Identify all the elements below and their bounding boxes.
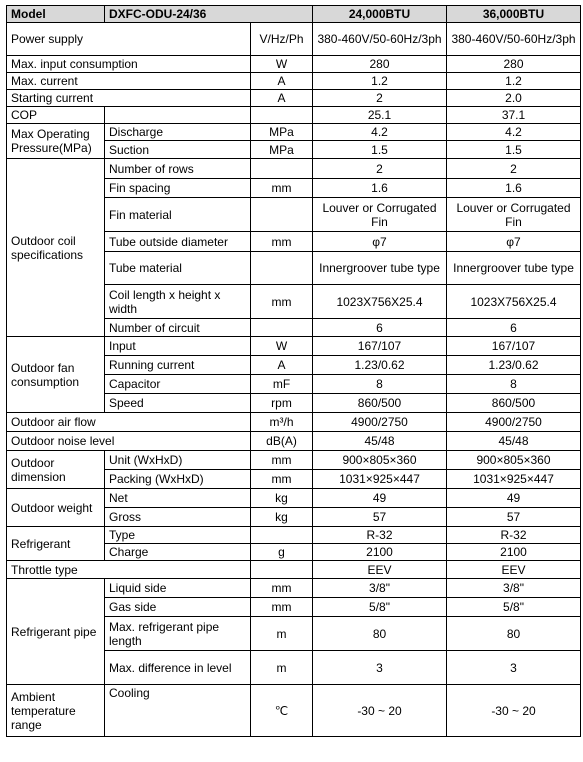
- value-36k: φ7: [447, 232, 581, 252]
- table-row: [7, 337, 581, 356]
- row-label: Tube material: [105, 252, 251, 285]
- value-24k: 80: [313, 617, 447, 651]
- value-24k: 2100: [313, 544, 447, 561]
- unit-cell: mm: [251, 470, 313, 489]
- value-36k: 860/500: [447, 394, 581, 413]
- value-36k: 900×805×360: [447, 451, 581, 470]
- value-24k: 380-460V/50-60Hz/3ph: [313, 23, 447, 56]
- unit-cell: [251, 107, 313, 124]
- unit-cell: mm: [251, 179, 313, 198]
- value-36k: 37.1: [447, 107, 581, 124]
- table-row: [7, 90, 581, 107]
- value-24k: 900×805×360: [313, 451, 447, 470]
- value-24k: 1031×925×447: [313, 470, 447, 489]
- value-36k: Louver or Corrugated Fin: [447, 198, 581, 232]
- value-24k: Innergroover tube type: [313, 252, 447, 285]
- row-label: Coil length x height x width: [105, 285, 251, 319]
- value-36k: 45/48: [447, 432, 581, 451]
- row-label: Running current: [105, 356, 251, 375]
- value-24k: 167/107: [313, 337, 447, 356]
- row-label: Max. current: [7, 73, 251, 90]
- unit-cell: MPa: [251, 141, 313, 159]
- value-36k: R-32: [447, 527, 581, 544]
- group-label: Refrigerant: [7, 527, 105, 561]
- value-36k: 49: [447, 489, 581, 508]
- value-36k: 3: [447, 651, 581, 685]
- table-row: [7, 685, 581, 737]
- value-36k: 2.0: [447, 90, 581, 107]
- row-label: Capacitor: [105, 375, 251, 394]
- row-label: Net: [105, 489, 251, 508]
- value-36k: 380-460V/50-60Hz/3ph: [447, 23, 581, 56]
- row-label: Tube outside diameter: [105, 232, 251, 252]
- group-label: Refrigerant pipe: [7, 579, 105, 685]
- value-36k: 1.2: [447, 73, 581, 90]
- unit-cell: m: [251, 651, 313, 685]
- value-24k: 1.5: [313, 141, 447, 159]
- row-label: Gross: [105, 508, 251, 527]
- unit-cell: kg: [251, 508, 313, 527]
- value-24k: 1.6: [313, 179, 447, 198]
- table-row: [7, 527, 581, 544]
- group-label: Max Operating Pressure(MPa): [7, 124, 105, 159]
- unit-cell: mm: [251, 451, 313, 470]
- unit-cell: m³/h: [251, 413, 313, 432]
- row-label: Type: [105, 527, 251, 544]
- empty-cell: [105, 107, 251, 124]
- value-36k: 8: [447, 375, 581, 394]
- value-24k: Louver or Corrugated Fin: [313, 198, 447, 232]
- value-24k: 8: [313, 375, 447, 394]
- unit-cell: m: [251, 617, 313, 651]
- row-label: Power supply: [7, 23, 251, 56]
- value-24k: 49: [313, 489, 447, 508]
- unit-cell: rpm: [251, 394, 313, 413]
- value-24k: 6: [313, 319, 447, 337]
- table-row: [7, 432, 581, 451]
- group-label: Outdoor dimension: [7, 451, 105, 489]
- row-label: Charge: [105, 544, 251, 561]
- value-24k: EEV: [313, 561, 447, 579]
- table-row: [7, 489, 581, 508]
- value-24k: 4900/2750: [313, 413, 447, 432]
- unit-cell: W: [251, 56, 313, 73]
- row-label: Suction: [105, 141, 251, 159]
- row-label: Speed: [105, 394, 251, 413]
- value-36k: 4.2: [447, 124, 581, 141]
- value-36k: EEV: [447, 561, 581, 579]
- value-24k: 25.1: [313, 107, 447, 124]
- table-row: [7, 107, 581, 124]
- row-label: COP: [7, 107, 105, 124]
- unit-cell: kg: [251, 489, 313, 508]
- value-36k: 1.5: [447, 141, 581, 159]
- unit-cell: g: [251, 544, 313, 561]
- value-24k: 2: [313, 90, 447, 107]
- value-24k: 860/500: [313, 394, 447, 413]
- value-24k: 45/48: [313, 432, 447, 451]
- value-24k: 2: [313, 159, 447, 179]
- table-row: [7, 23, 581, 56]
- value-36k: 1.23/0.62: [447, 356, 581, 375]
- row-label: Gas side: [105, 598, 251, 617]
- row-label: Outdoor air flow: [7, 413, 251, 432]
- value-24k: 1023X756X25.4: [313, 285, 447, 319]
- row-label: Discharge: [105, 124, 251, 141]
- unit-cell: ℃: [251, 685, 313, 737]
- value-24k: 3/8": [313, 579, 447, 598]
- group-label: Outdoor fan consumption: [7, 337, 105, 413]
- row-label: Max. input consumption: [7, 56, 251, 73]
- table-row: [7, 561, 581, 579]
- value-36k: 1023X756X25.4: [447, 285, 581, 319]
- unit-cell: [251, 198, 313, 232]
- row-label: Unit (WxHxD): [105, 451, 251, 470]
- table-row: [7, 451, 581, 470]
- row-label: Input: [105, 337, 251, 356]
- value-36k: 2100: [447, 544, 581, 561]
- col-24k-header: 24,000BTU: [313, 6, 447, 23]
- row-label: Max. refrigerant pipe length: [105, 617, 251, 651]
- unit-cell: MPa: [251, 124, 313, 141]
- value-36k: 1.6: [447, 179, 581, 198]
- group-label: Outdoor coil specifications: [7, 159, 105, 337]
- value-24k: 5/8": [313, 598, 447, 617]
- value-24k: 1.2: [313, 73, 447, 90]
- value-36k: 4900/2750: [447, 413, 581, 432]
- unit-cell: mm: [251, 285, 313, 319]
- table-row: [7, 579, 581, 598]
- value-24k: 57: [313, 508, 447, 527]
- unit-cell: [251, 159, 313, 179]
- value-24k: 1.23/0.62: [313, 356, 447, 375]
- unit-cell: V/Hz/Ph: [251, 23, 313, 56]
- unit-cell: A: [251, 73, 313, 90]
- table-row: [7, 413, 581, 432]
- table-row: [7, 56, 581, 73]
- value-36k: 5/8": [447, 598, 581, 617]
- value-36k: 80: [447, 617, 581, 651]
- value-36k: -30 ~ 20: [447, 685, 581, 737]
- unit-cell: mm: [251, 598, 313, 617]
- header-row: [7, 6, 581, 23]
- value-36k: 2: [447, 159, 581, 179]
- row-label: Throttle type: [7, 561, 251, 579]
- row-label: Fin spacing: [105, 179, 251, 198]
- row-label: Number of rows: [105, 159, 251, 179]
- row-label: Starting current: [7, 90, 251, 107]
- unit-cell: dB(A): [251, 432, 313, 451]
- unit-cell: mm: [251, 232, 313, 252]
- unit-cell: [251, 527, 313, 544]
- value-36k: Innergroover tube type: [447, 252, 581, 285]
- value-36k: 6: [447, 319, 581, 337]
- row-label: Number of circuit: [105, 319, 251, 337]
- table-row: [7, 124, 581, 141]
- value-36k: 3/8": [447, 579, 581, 598]
- unit-cell: [251, 252, 313, 285]
- value-24k: 4.2: [313, 124, 447, 141]
- group-label: Outdoor weight: [7, 489, 105, 527]
- model-label: Model: [7, 6, 105, 23]
- value-24k: 3: [313, 651, 447, 685]
- unit-cell: mF: [251, 375, 313, 394]
- value-36k: 1031×925×447: [447, 470, 581, 489]
- row-label: Liquid side: [105, 579, 251, 598]
- unit-cell: A: [251, 356, 313, 375]
- unit-cell: [251, 319, 313, 337]
- row-label: Cooling: [105, 685, 251, 737]
- table-row: [7, 73, 581, 90]
- value-24k: 280: [313, 56, 447, 73]
- table-row: [7, 159, 581, 179]
- unit-cell: A: [251, 90, 313, 107]
- value-24k: R-32: [313, 527, 447, 544]
- group-label: Ambient temperature range: [7, 685, 105, 737]
- value-36k: 167/107: [447, 337, 581, 356]
- value-36k: 280: [447, 56, 581, 73]
- row-label: Outdoor noise level: [7, 432, 251, 451]
- unit-cell: W: [251, 337, 313, 356]
- col-36k-header: 36,000BTU: [447, 6, 581, 23]
- unit-cell: mm: [251, 579, 313, 598]
- row-label: Max. difference in level: [105, 651, 251, 685]
- value-24k: φ7: [313, 232, 447, 252]
- row-label: Fin material: [105, 198, 251, 232]
- spec-table: [6, 5, 581, 737]
- row-label: Packing (WxHxD): [105, 470, 251, 489]
- unit-cell: [251, 561, 313, 579]
- model-name: DXFC-ODU-24/36: [105, 6, 313, 23]
- value-24k: -30 ~ 20: [313, 685, 447, 737]
- value-36k: 57: [447, 508, 581, 527]
